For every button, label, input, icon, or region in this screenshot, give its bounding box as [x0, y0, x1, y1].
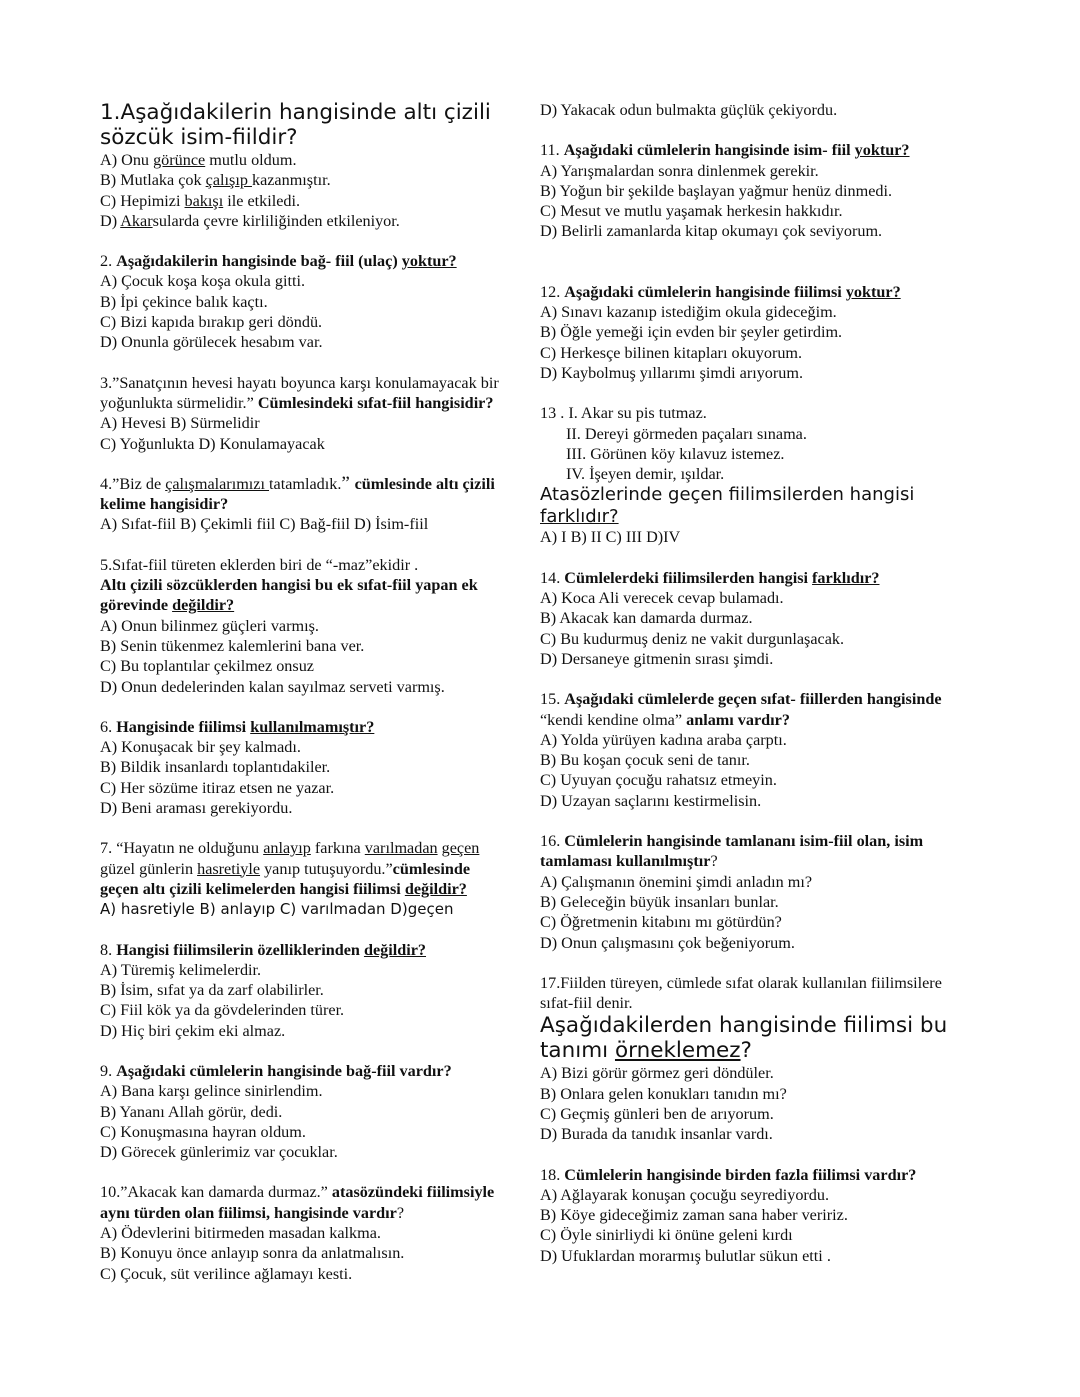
question-14	[540, 568, 1000, 669]
option-b: B) Akacak kan damarda durmaz.	[540, 609, 753, 628]
option-b: B) Onlara gelen konukları tanıdın mı?	[540, 1084, 787, 1103]
question-12	[540, 282, 1000, 383]
question-text: 17.Fiilden türeyen, cümlede sıfat olarak kullanılan fiilimsilere	[540, 973, 942, 992]
option-c: C) Her sözüme itiraz etsen ne yazar.	[100, 778, 335, 797]
question-title: 15. Aşağıdaki cümlelerde geçen sıfat- fiillerden hangisinde	[540, 690, 942, 709]
question-title: 1.Aşağıdakilerin hangisinde altı çizili	[100, 100, 491, 125]
option-d: D) Hiç biri çekim eki almaz.	[100, 1021, 286, 1040]
option-d: D) Görecek günlerimiz var çocuklar.	[100, 1143, 338, 1162]
question-title: sözcük isim-fiildir?	[100, 125, 298, 150]
option-b: B) Mutlaka çok çalışıp kazanmıştır.	[100, 171, 331, 190]
question-title: 8. Hangisi fiilimsilerin özelliklerinden değildir?	[100, 940, 427, 959]
left-column	[100, 100, 540, 1304]
question-15	[540, 689, 1000, 811]
option-c: C) Fiil kök ya da gövdelerinden türer.	[100, 1001, 345, 1020]
question-16	[540, 831, 1000, 953]
option-a: A) Çalışmanın önemini şimdi anladın mı?	[540, 872, 813, 891]
option-a: A) Sınavı kazanıp istediğim okula gideceğim.	[540, 303, 837, 322]
option-b: B) İpi çekince balık kaçtı.	[100, 292, 268, 311]
question-text: Atasözlerinde geçen fiilimsilerden hangisi	[540, 484, 915, 506]
question-7	[100, 838, 540, 919]
proverb-4: IV. İşeyen demir, ışıldar.	[566, 465, 725, 484]
question-text: aynı türden olan fiilimsi, hangisinde vardır?	[100, 1203, 405, 1222]
option-c: C) Bu toplantılar çekilmez onsuz	[100, 657, 314, 676]
question-17	[540, 973, 1000, 1145]
option-d: D) Onunla görülecek hesabım var.	[100, 333, 323, 352]
question-title: 2. Aşağıdakilerin hangisinde bağ- fiil (ulaç) yoktur?	[100, 252, 457, 271]
right-column	[540, 100, 1000, 1286]
question-title: 6. Hangisinde fiilimsi kullanılmamıştır?	[100, 717, 375, 736]
question-10	[100, 1182, 540, 1283]
question-text: kelime hangisidir?	[100, 495, 229, 514]
question-title: 9. Aşağıdaki cümlelerin hangisinde bağ-fiil vardır?	[100, 1061, 452, 1080]
question-text: 10.”Akacak kan damarda durmaz.” atasözündeki fiilimsiyle	[100, 1183, 495, 1202]
option-c: C) Öyle sinirliydi ki önüne geleni kırdı	[540, 1226, 793, 1245]
option-a: A) Onu görünce mutlu oldum.	[100, 151, 297, 169]
question-text: 7. “Hayatın ne olduğunu anlayıp farkına varılmadan geçen	[100, 839, 480, 858]
option-d: D) Belirli zamanlarda kitap okumayı çok seviyorum.	[540, 222, 883, 241]
option-c: C) Çocuk, süt verilince ağlamayı kesti.	[100, 1264, 353, 1283]
option-a: A) Yolda yürüyen kadına araba çarptı.	[540, 730, 787, 749]
option-a: A) Türemiş kelimelerdir.	[100, 960, 262, 979]
question-text: 3.”Sanatçının hevesi hayatı boyunca karşı konulamayacak bir	[100, 373, 499, 392]
option-b: B) Köye gideceğimiz zaman sana haber veririz.	[540, 1206, 848, 1225]
option-d: D) Onun dedelerinden kalan sayılmaz serveti varmış.	[100, 677, 445, 696]
proverb-3: III. Görünen köy kılavuz istemez.	[566, 444, 785, 463]
question-text: 5.Sıfat-fiil türeten eklerden biri de “-maz”ekidir .	[100, 555, 419, 574]
proverb-2: II. Dereyi görmeden paçaları sınama.	[566, 424, 807, 443]
question-10-continued	[540, 100, 1000, 120]
option-d: D) Ufuklardan morarmış bulutlar sükun etti .	[540, 1246, 831, 1265]
option-b: B) Geleceğin büyük insanları bunlar.	[540, 892, 779, 911]
question-1	[100, 100, 540, 231]
options-line: A) hasretiyle B) anlayıp C) varılmadan D)geçen	[100, 900, 454, 919]
question-9	[100, 1061, 540, 1162]
option-d: D) Beni araması gerekiyordu.	[100, 799, 293, 818]
question-text: Altı çizili sözcüklerden hangisi bu ek sıfat-fiil yapan ek	[100, 576, 478, 595]
option-a: A) Çocuk koşa koşa okula gitti.	[100, 272, 306, 291]
option-d: D) Uzayan saçlarını kestirmelisin.	[540, 791, 762, 810]
question-8	[100, 940, 540, 1041]
option-a: A) Konuşacak bir şey kalmadı.	[100, 738, 301, 757]
option-b: B) Konuyu önce anlayıp sonra da anlatmalısın.	[100, 1244, 405, 1263]
option-a: A) Ağlayarak konuşan çocuğu seyrediyordu.	[540, 1185, 830, 1204]
option-d: D) Onun çalışmasını çok beğeniyorum.	[540, 933, 795, 952]
question-text: güzel günlerin hasretiyle yanıp tutuşuyordu.”cümlesinde	[100, 859, 471, 878]
question-title: 12. Aşağıdaki cümlelerin hangisinde fiilimsi yoktur?	[540, 282, 901, 301]
question-13	[540, 403, 1000, 547]
options-line: C) Yoğunlukta D) Konulamayacak	[100, 434, 325, 453]
option-d: D) Kaybolmuş yıllarımı şimdi arıyorum.	[540, 363, 804, 382]
option-c: C) Bizi kapıda bırakıp geri döndü.	[100, 313, 323, 332]
question-text: “kendi kendine olma” anlamı vardır?	[540, 710, 790, 729]
question-18	[540, 1165, 1000, 1266]
question-title: 14. Cümlelerdeki fiilimsilerden hangisi farklıdır?	[540, 568, 880, 587]
question-text: 4.”Biz de çalışmalarımızı tatamladık.” cümlesinde altı çizili	[100, 472, 495, 494]
option-b: B) Öğle yemeği için evden bir şeyler getirdim.	[540, 323, 843, 342]
option-c: C) Herkesçe bilinen kitapları okuyorum.	[540, 343, 803, 362]
question-3	[100, 373, 540, 454]
question-title: Aşağıdakilerden hangisinde fiilimsi bu	[540, 1013, 948, 1039]
question-title: 11. Aşağıdaki cümlelerin hangisinde isim- fiil yoktur?	[540, 141, 910, 160]
question-title: 16. Cümlelerin hangisinde tamlananı isim-fiil olan, isim	[540, 832, 924, 851]
question-2	[100, 251, 540, 352]
option-b: B) Yoğun bir şekilde başlayan yağmur henüz dinmedi.	[540, 181, 893, 200]
question-text: sıfat-fiil denir.	[540, 994, 633, 1013]
options-line: A) Sıfat-fiil B) Çekimli fiil C) Bağ-fiil D) İsim-fiil	[100, 515, 429, 534]
option-b: B) Bildik insanlardı toplantıdakiler.	[100, 758, 331, 777]
option-a: A) Onun bilinmez güçleri varmış.	[100, 616, 319, 635]
options-line: A) I B) II C) III D)IV	[540, 528, 681, 547]
option-d: D) Yakacak odun bulmakta güçlük çekiyordu.	[540, 101, 838, 119]
option-b: B) Senin tükenmez kalemlerini bana ver.	[100, 636, 365, 655]
question-6	[100, 717, 540, 818]
option-b: B) Yananı Allah görür, dedi.	[100, 1102, 283, 1121]
option-c: C) Mesut ve mutlu yaşamak herkesin hakkıdır.	[540, 202, 843, 221]
question-11	[540, 140, 1000, 241]
option-a: A) Bizi görür görmez geri döndüler.	[540, 1064, 774, 1083]
question-text: yoğunlukta sürmelidir.” Cümlesindeki sıfat-fiil hangisidir?	[100, 393, 494, 412]
option-a: A) Koca Ali verecek cevap bulamadı.	[540, 589, 784, 608]
option-d: D) Dersaneye gitmenin sırası şimdi.	[540, 649, 774, 668]
question-text: geçen altı çizili kelimelerden hangisi fiilimsi değildir?	[100, 879, 467, 898]
option-c: C) Geçmiş günleri ben de arıyorum.	[540, 1104, 774, 1123]
question-text: görevinde değildir?	[100, 596, 235, 615]
option-c: C) Uyuyan çocuğu rahatsız etmeyin.	[540, 771, 777, 790]
question-5	[100, 555, 540, 697]
option-c: C) Hepimizi bakışı ile etkiledi.	[100, 191, 301, 210]
options-line: A) Hevesi B) Sürmelidir	[100, 414, 260, 433]
proverb-1: 13 . I. Akar su pis tutmaz.	[540, 404, 707, 423]
option-a: A) Bana karşı gelince sinirlendim.	[100, 1082, 323, 1101]
option-b: B) İsim, sıfat ya da zarf olabilirler.	[100, 981, 324, 1000]
question-4	[100, 474, 540, 535]
question-title: tanımı örneklemez?	[540, 1038, 752, 1064]
question-text: tamlaması kullanılmıştır?	[540, 852, 718, 871]
option-b: B) Bu koşan çocuk seni de tanır.	[540, 751, 750, 770]
question-title: 18. Cümlelerin hangisinde birden fazla fiilimsi vardır?	[540, 1165, 917, 1184]
option-c: C) Bu kudurmuş deniz ne vakit durgunlaşacak.	[540, 629, 845, 648]
option-a: A) Ödevlerini bitirmeden masadan kalkma.	[100, 1224, 381, 1243]
question-text: farklıdır?	[540, 505, 619, 527]
option-c: C) Öğretmenin kitabını mı götürdün?	[540, 913, 782, 932]
option-c: C) Konuşmasına hayran oldum.	[100, 1122, 306, 1141]
option-d: D) Akarsularda çevre kirliliğinden etkileniyor.	[100, 211, 400, 230]
option-a: A) Yarışmalardan sonra dinlenmek gerekir.	[540, 161, 819, 180]
option-d: D) Burada da tanıdık insanlar vardı.	[540, 1125, 773, 1144]
